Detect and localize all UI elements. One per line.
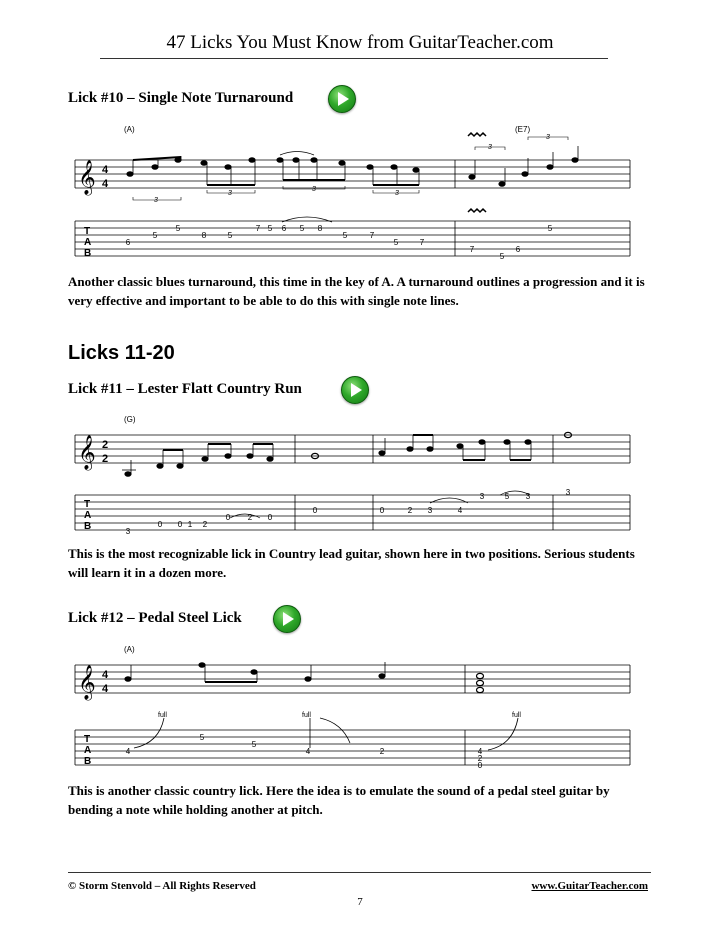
tab-clef-letter: T (84, 499, 91, 510)
tab-number: 5 (299, 224, 305, 233)
tab-number: 5 (342, 231, 348, 240)
tab-clef-letter: T (84, 734, 91, 745)
tab-number: 8 (317, 224, 323, 233)
chord-label: (A) (124, 125, 135, 134)
triplet-label: 3 (154, 197, 158, 204)
tab-number: 2 (477, 754, 483, 763)
time-sig-bottom: 4 (102, 178, 109, 190)
bend-label: full (302, 712, 311, 719)
tab-number: 0 (177, 520, 183, 529)
svg-text:𝄞: 𝄞 (78, 666, 96, 699)
lick-12-notation (70, 640, 640, 780)
lick-12-title: Lick #12 – Pedal Steel Lick (68, 610, 242, 626)
tab-number: 0 (312, 506, 318, 515)
tab-number: 5 (251, 740, 257, 749)
tab-number: 5 (199, 733, 205, 742)
header-divider (100, 58, 608, 59)
lick-12-play-button[interactable] (273, 605, 301, 633)
tab-number: 2 (407, 506, 413, 515)
lick-10-title: Lick #10 – Single Note Turnaround (68, 90, 294, 106)
tab-number: 6 (281, 224, 287, 233)
tab-number: 0 (267, 513, 273, 522)
triplet-label: 3 (228, 190, 232, 197)
bend-label: full (512, 712, 521, 719)
time-sig-top: 4 (102, 669, 109, 681)
lick-11-play-button[interactable] (341, 376, 369, 404)
tab-number: 0 (157, 520, 163, 529)
tab-number: 0 (225, 513, 231, 522)
tab-clef-letter: T (84, 226, 91, 237)
lick-10-play-button[interactable] (328, 85, 356, 113)
tab-number: 6 (125, 238, 131, 247)
tab-number: 4 (125, 747, 131, 756)
tab-number: 8 (201, 231, 207, 240)
tab-number: 7 (369, 231, 375, 240)
tab-number: 3 (565, 488, 571, 497)
tab-number: 7 (419, 238, 425, 247)
chord-label: (G) (124, 415, 136, 424)
tab-number: 6 (515, 245, 521, 254)
footer-website-link[interactable]: www.GuitarTeacher.com (531, 880, 648, 892)
lick-10-notation (70, 120, 640, 265)
tab-clef-letter: B (84, 248, 92, 259)
time-sig-top: 2 (102, 439, 109, 451)
triplet-label: 3 (395, 190, 399, 197)
tab-number: 5 (547, 224, 553, 233)
lick-11-description: This is the most recognizable lick in Country lead guitar, shown here in two positions. Serious students will learn it in a dozen more. (68, 546, 635, 580)
tab-number: 7 (255, 224, 261, 233)
lick-12-description: This is another classic country lick. Here the idea is to emulate the sound of a pedal steel guitar by bending a note while holding another at pitch. (68, 783, 610, 817)
tab-number: 5 (267, 224, 273, 233)
tab-number: 5 (227, 231, 233, 240)
tab-number: 2 (247, 513, 253, 522)
tab-number: 5 (175, 224, 181, 233)
svg-text:𝄞: 𝄞 (78, 161, 96, 194)
lick-11-notation (70, 410, 640, 540)
tab-number: 3 (525, 492, 531, 501)
lick-10-description: Another classic blues turnaround, this time in the key of A. A turnaround outlines a progression and it is very effective and important to be able to do this with single note lines. (68, 274, 645, 308)
lick-11-title: Lick #11 – Lester Flatt Country Run (68, 381, 302, 397)
triplet-label: 3 (488, 144, 492, 151)
tab-number: 0 (477, 761, 483, 770)
tab-clef-letter: A (84, 745, 92, 756)
tab-number: 5 (152, 231, 158, 240)
time-sig-bottom: 2 (102, 453, 109, 465)
footer-divider (68, 872, 651, 873)
tab-clef-letter: A (84, 237, 92, 248)
tab-number: 0 (379, 506, 385, 515)
triplet-label: 3 (546, 134, 550, 141)
time-sig-top: 4 (102, 164, 109, 176)
tab-clef-letter: A (84, 510, 92, 521)
tab-number: 3 (125, 527, 131, 536)
tab-number: 4 (457, 506, 463, 515)
tab-number: 5 (499, 252, 505, 261)
time-sig-bottom: 4 (102, 683, 109, 695)
footer-copyright: © Storm Stenvold – All Rights Reserved (68, 880, 256, 892)
triplet-label: 3 (312, 186, 316, 193)
chord-label: (A) (124, 645, 135, 654)
tab-number: 5 (393, 238, 399, 247)
tab-number: 1 (187, 520, 193, 529)
tab-number: 4 (305, 747, 311, 756)
tab-clef-letter: B (84, 756, 92, 767)
tab-number: 2 (379, 747, 385, 756)
tab-number: 4 (477, 747, 483, 756)
chord-label: (E7) (515, 125, 531, 134)
tab-number: 3 (479, 492, 485, 501)
tab-number: 3 (427, 506, 433, 515)
tab-number: 5 (504, 492, 510, 501)
bend-label: full (158, 712, 167, 719)
svg-text:𝄞: 𝄞 (78, 436, 96, 469)
page-header-title: 47 Licks You Must Know from GuitarTeacher.com (166, 32, 554, 53)
page-number: 7 (357, 896, 363, 908)
section-title: Licks 11-20 (68, 342, 175, 364)
tab-number: 7 (469, 245, 475, 254)
tab-clef-letter: B (84, 521, 92, 532)
tab-number: 2 (202, 520, 208, 529)
